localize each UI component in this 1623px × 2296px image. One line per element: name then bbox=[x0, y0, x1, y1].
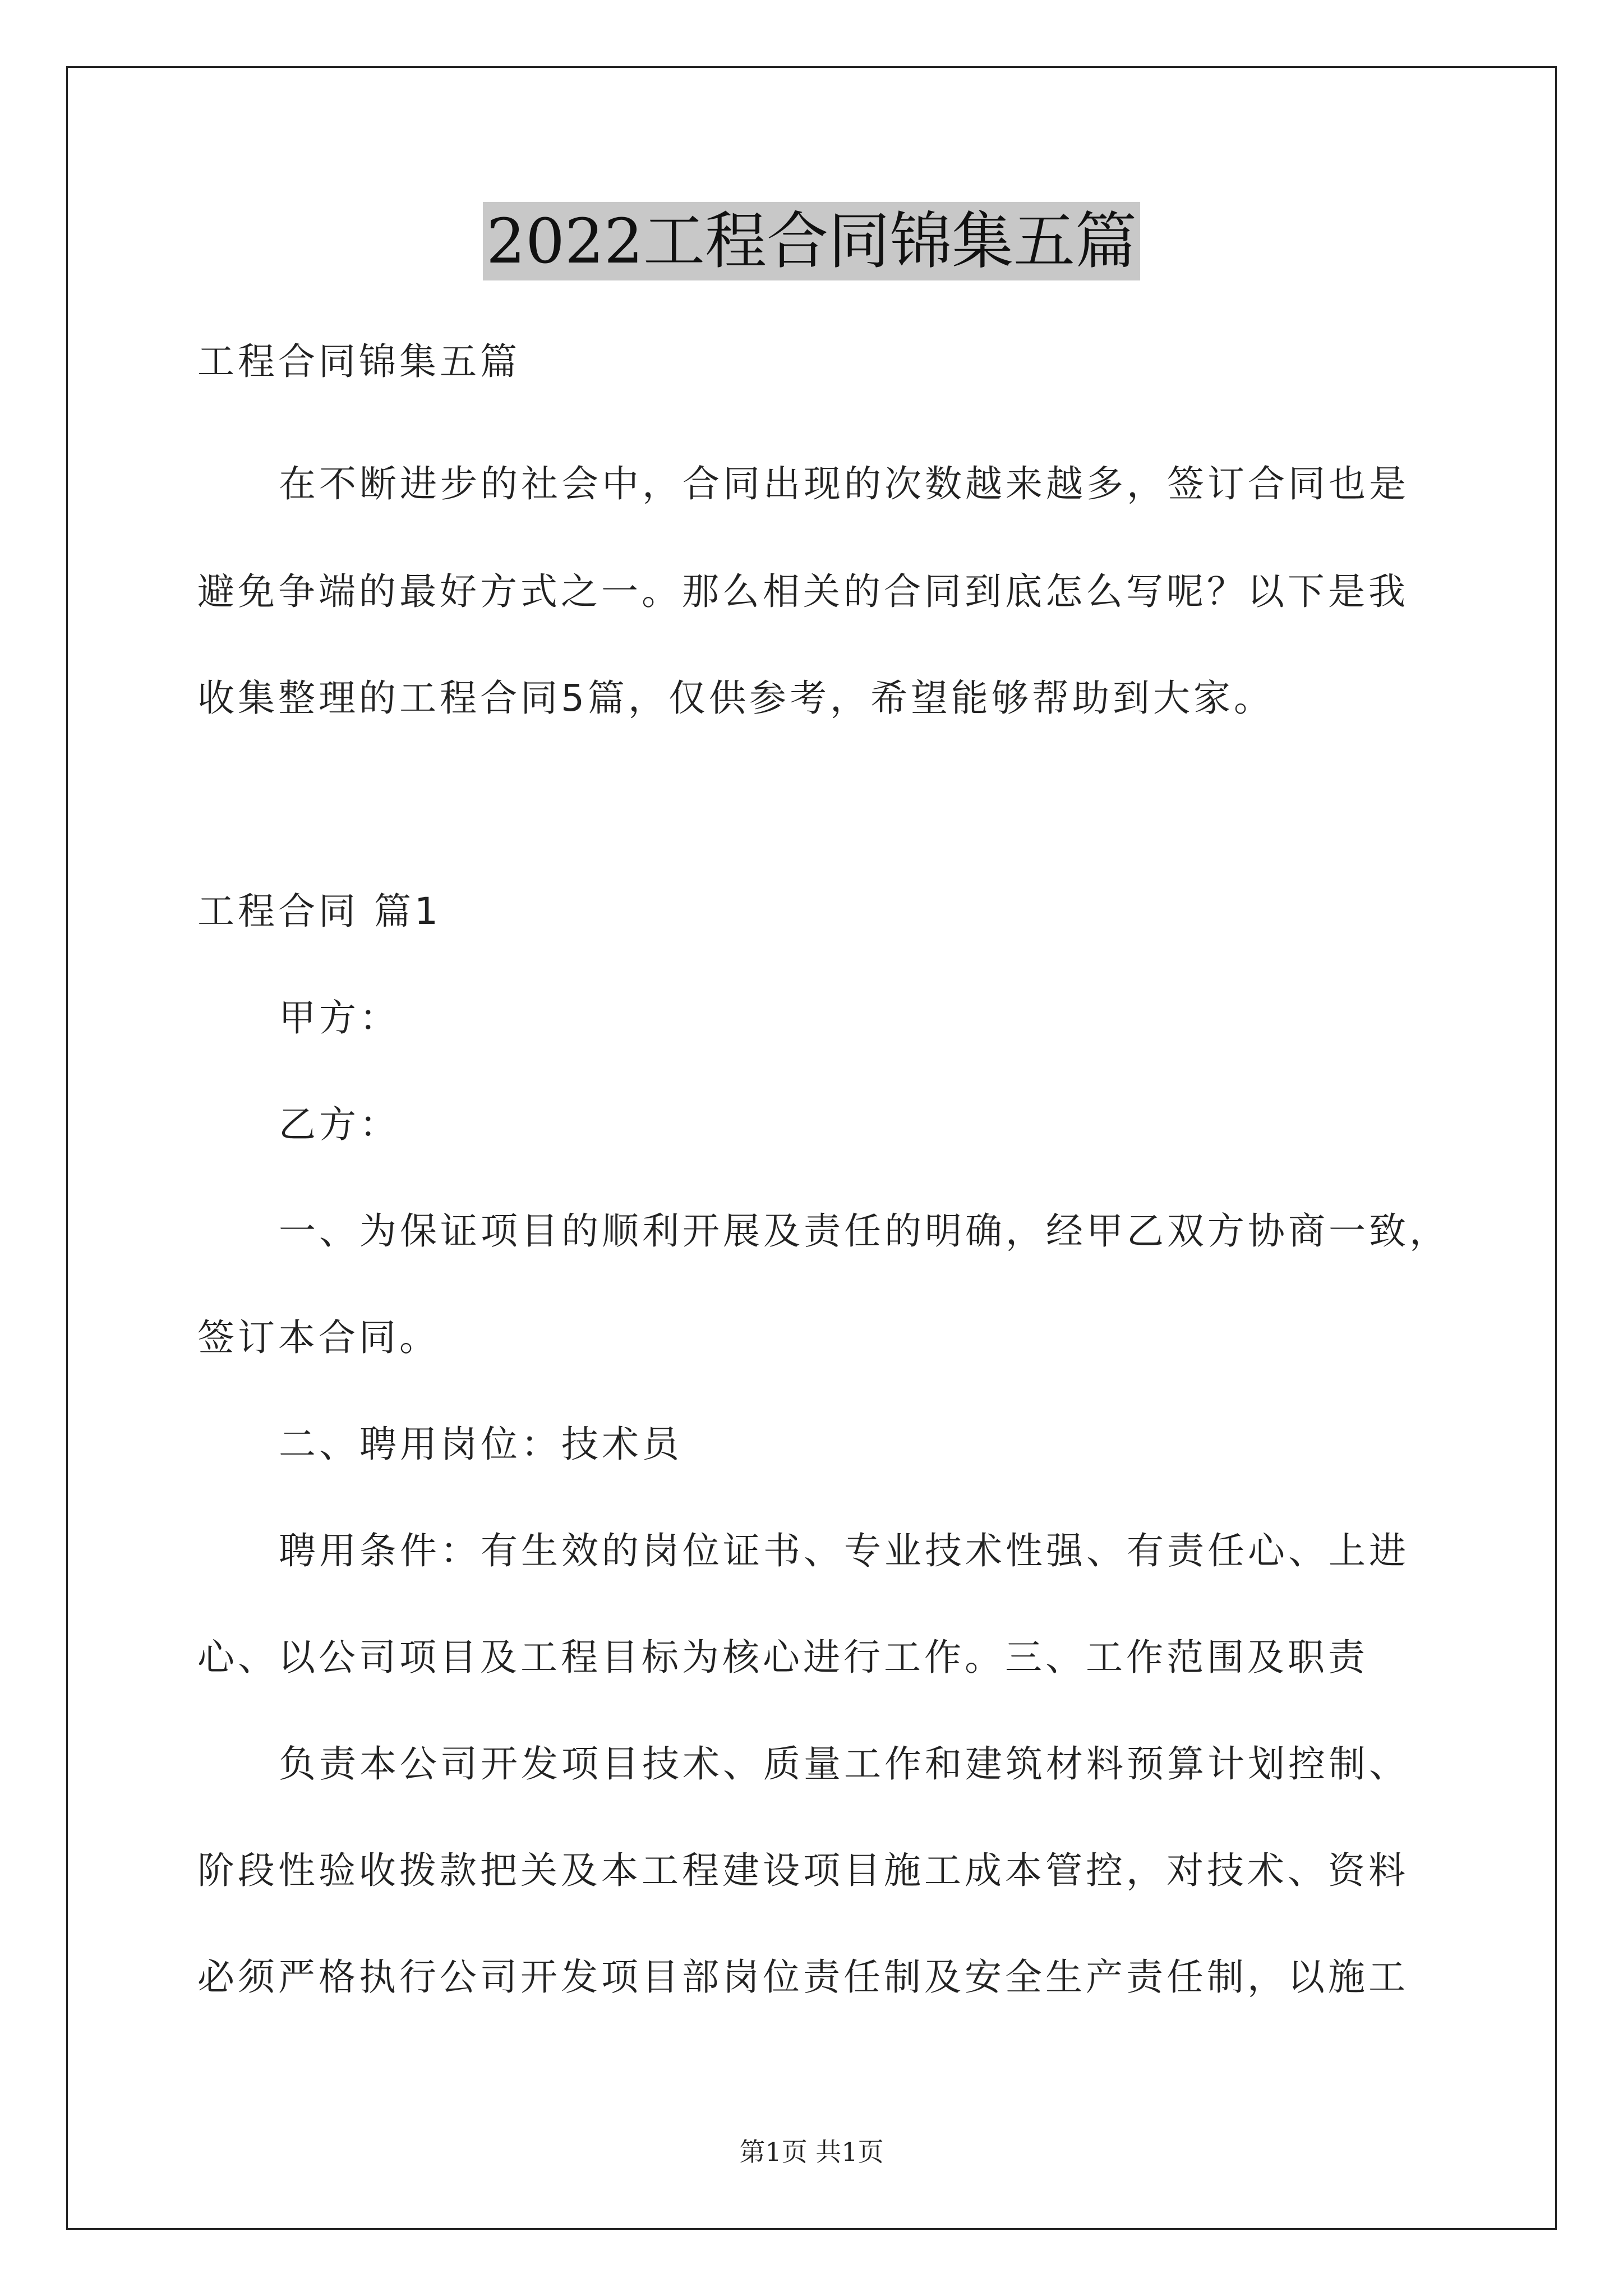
party-a-label: 甲方： bbox=[279, 996, 400, 1039]
document-title: 2022工程合同锦集五篇 bbox=[483, 202, 1140, 280]
duties-line-2: 阶段性验收拨款把关及本工程建设项目施工成本管控，对技术、资料 bbox=[197, 1849, 1409, 1892]
intro-line-2: 避免争端的最好方式之一。那么相关的合同到底怎么写呢？以下是我 bbox=[197, 570, 1409, 613]
document-subtitle: 工程合同锦集五篇 bbox=[197, 340, 520, 383]
title-container bbox=[0, 202, 1623, 280]
intro-line-3: 收集整理的工程合同5篇，仅供参考，希望能够帮助到大家。 bbox=[197, 677, 1274, 720]
party-b-label: 乙方： bbox=[279, 1103, 400, 1146]
clause-1-line-2: 签订本合同。 bbox=[197, 1316, 440, 1359]
section-heading: 工程合同 篇1 bbox=[197, 890, 441, 933]
conditions-line-1: 聘用条件：有生效的岗位证书、专业技术性强、有责任心、上进 bbox=[279, 1529, 1409, 1572]
conditions-line-2: 心、以公司项目及工程目标为核心进行工作。三、工作范围及职责 bbox=[197, 1636, 1368, 1679]
page-footer: 第1页 共1页 bbox=[739, 2137, 884, 2167]
clause-1-line-1: 一、为保证项目的顺利开展及责任的明确，经甲乙双方协商一致， bbox=[279, 1209, 1450, 1253]
duties-line-1: 负责本公司开发项目技术、质量工作和建筑材料预算计划控制、 bbox=[279, 1742, 1409, 1786]
clause-2: 二、聘用岗位：技术员 bbox=[279, 1423, 683, 1466]
duties-line-3: 必须严格执行公司开发项目部岗位责任制及安全生产责任制，以施工 bbox=[197, 1955, 1409, 1999]
intro-line-1: 在不断进步的社会中，合同出现的次数越来越多，签订合同也是 bbox=[279, 462, 1409, 505]
